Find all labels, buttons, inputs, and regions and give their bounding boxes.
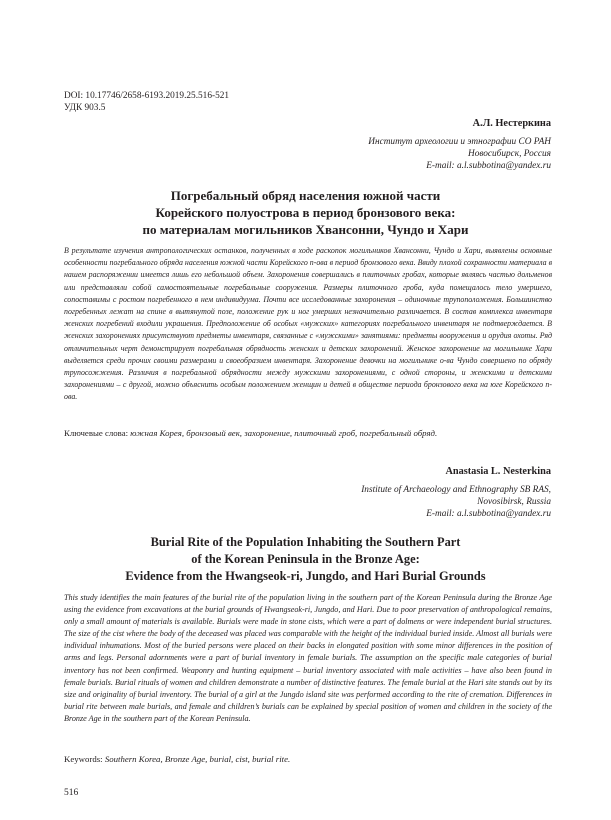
doi[interactable]: DOI: 10.17746/2658-6193.2019.25.516-521 [64, 91, 230, 101]
abstract-ru: В результате изучения антропологических останков, полученных в ходе раскопок могильников Хвансонни, Чундо и Хари, выявлены основные особенности погребального обряда населения южной части Корейского п-ова в период бронзового века. Ввиду плохой сохранности материала в нашем распоряжении имеется лишь его небольшой объем. Захоронения совершались в плиточных гробах, которые являясь частью дольменов или представляли собой самостоятельные погребальные сооружения. Размеры плиточного гроба, куда помещалось тело умершего, сопоставимы с ростом погребенного в нем индивидуума. Почти все исследованные захоронения – одиночные трупоположения. Большинство погребенных лежат на спине в вытянутой позе, положение рук и ног умерших незначительно различается. В состав комплекса инвентаря женских погребений входили украшения. Предположение об особых «мужских» категориях погребального инвентаря не подтверждается. В женских захоронениях присутствуют предметы инвентаря, связанные с «мужскими» занятиями: предметы вооружения и орудия охоты. Ряд отличительных черт демонстрирует погребальная обрядность женских и детских захоронений. Женское захоронение на могильнике Хари выделяется среди прочих своими размерами и своеобразием инвентаря. Захоронение девочки на могильнике о-ва Чундо совершено по обряду трупосожжения. Различия в погребальной обрядности между мужскими захоронениями, с одной стороны, и женскими и детскими захоронениями – с другой, можно объяснить особым положением женщин и детей в обществе периода бронзового века на юге Корейского п-ова. [64, 246, 552, 402]
abstract-en: This study identifies the main features of the burial rite of the population living in the southern part of the Korean Peninsula during the Bronze Age using the evidence from excavations at the burial grounds of Hwangseok-ri, Jungdo, and Hari. Due to poor preservation of anthropological remains, only a small amount of materials is available. Burials were made in stone cists, which were a part of dolmens or were independent burial structures. The size of the cist where the body of the deceased was placed was comparable with the height of the individual buried inside. Almost all burials were individual inhumations. Most of the buried persons were placed on their backs in elongated position with some minor differences in the position of arms and legs. Personal adornments were a part of burial inventory in female burials. The assumption on the specific male categories of burial inventory has not been confirmed. Weaponry and hunting equipment – burial inventory associated with male activities – have also been found in female burials. Burial rituals of women and children demonstrate a number of distinctive features. The female burial at the Hari site stands out by its size and originality of burial inventory. The burial of a girl at the Jungdo island site was performed according to the rite of cremation. Differences in burial rite between male burials, and female and children’s burials can be explained by special position of women and children in the society of the Bronze Age in the southern part of the Korean Peninsula. [64, 593, 552, 723]
affiliation-en [361, 484, 551, 521]
page-number: 516 [64, 788, 79, 798]
title-ru-line: Погребальный обряд населения южной части [170, 188, 441, 203]
keywords-ru [64, 427, 552, 439]
keywords-label-en: Keywords: [64, 754, 103, 764]
author-name-ru: А.Л. Нестеркина [472, 118, 551, 129]
title-ru-line: Корейского полуострова в период бронзового века: [155, 205, 456, 220]
email-en[interactable]: E-mail: a.l.subbotina@yandex.ru [426, 509, 551, 520]
email-ru[interactable]: E-mail: a.l.subbotina@yandex.ru [426, 161, 551, 172]
udk-code: УДК 903.5 [64, 103, 106, 113]
title-en-line: of the Korean Peninsula in the Bronze Age: [191, 552, 420, 566]
title-ru-line: по материалам могильников Хвансонни, Чундо и Хари [142, 222, 469, 237]
keywords-text-en: Southern Korea, Bronze Age, burial, cist, burial rite. [104, 754, 291, 764]
institution-en: Institute of Archaeology and Ethnography SB RAS, [361, 485, 551, 495]
article-title-en [60, 534, 551, 585]
title-en-line: Burial Rite of the Population Inhabiting the Southern Part [150, 535, 461, 549]
article-identifiers [64, 90, 229, 114]
city-ru: Новосибирск, Россия [467, 149, 551, 160]
title-en-line: Evidence from the Hwangseok-ri, Jungdo, and Hari Burial Grounds [125, 569, 486, 583]
city-en: Novosibirsk, Russia [477, 497, 551, 508]
article-title-ru [60, 187, 551, 238]
author-name-en: Anastasia L. Nesterkina [445, 466, 551, 477]
keywords-text-ru: южная Корея, бронзовый век, захоронение, плиточный гроб, погребальный обряд. [130, 428, 438, 438]
keywords-label-ru: Ключевые слова: [64, 428, 129, 438]
keywords-en [64, 753, 552, 765]
institution-ru: Институт археологии и этнографии СО РАН [368, 137, 551, 147]
affiliation-ru [368, 136, 551, 173]
